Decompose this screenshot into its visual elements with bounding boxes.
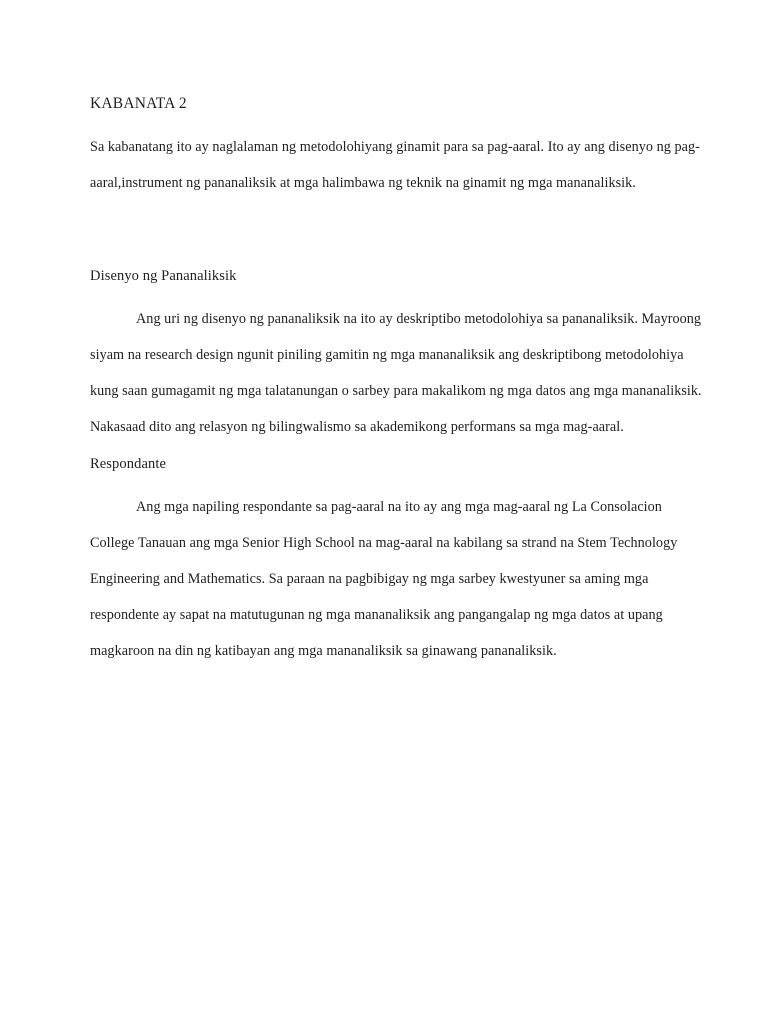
chapter-title: KABANATA 2	[90, 95, 187, 112]
section-paragraph-disenyo: Ang uri ng disenyo ng pananaliksik na ito ay deskriptibo metodolohiya sa pananaliksik. Mayroong siyam na research design ngunit piniling gamitin ng mga mananaliksik ang deskriptibong metodolohiya kung saan gumagamit ng mga talatanungan o sarbey para makalikom ng mga datos ang mga mananaliksik. Nakasaad dito ang relasyon ng bilingwalismo sa akademikong performans sa mga mag-aaral.	[90, 311, 702, 435]
section-heading-respondante: Respondante	[90, 456, 167, 472]
section-heading-disenyo: Disenyo ng Pananaliksik	[90, 268, 237, 284]
section-paragraph-respondante: Ang mga napiling respondante sa pag-aaral na ito ay ang mga mag-aaral ng La Consolacion College Tanauan ang mga Senior High School na mag-aaral na kabilang sa strand na Stem Technology Engineering and Mathematics. Sa paraan na pagbibigay ng mga sarbey kwestyuner sa aming mga respondente ay sapat na matutugunan ng mga mananaliksik ang pangangalap ng mga datos at upang magkaroon na din ng katibayan ang mga mananaliksik sa ginawang pananaliksik.	[90, 499, 678, 659]
document-body	[90, 86, 710, 669]
intro-paragraph: Sa kabanatang ito ay naglalaman ng metodolohiyang ginamit para sa pag-aaral. Ito ay ang disenyo ng pag-aaral,instrument ng pananaliksik at mga halimbawa ng teknik na ginamit ng mga mananaliksik.	[90, 139, 700, 191]
